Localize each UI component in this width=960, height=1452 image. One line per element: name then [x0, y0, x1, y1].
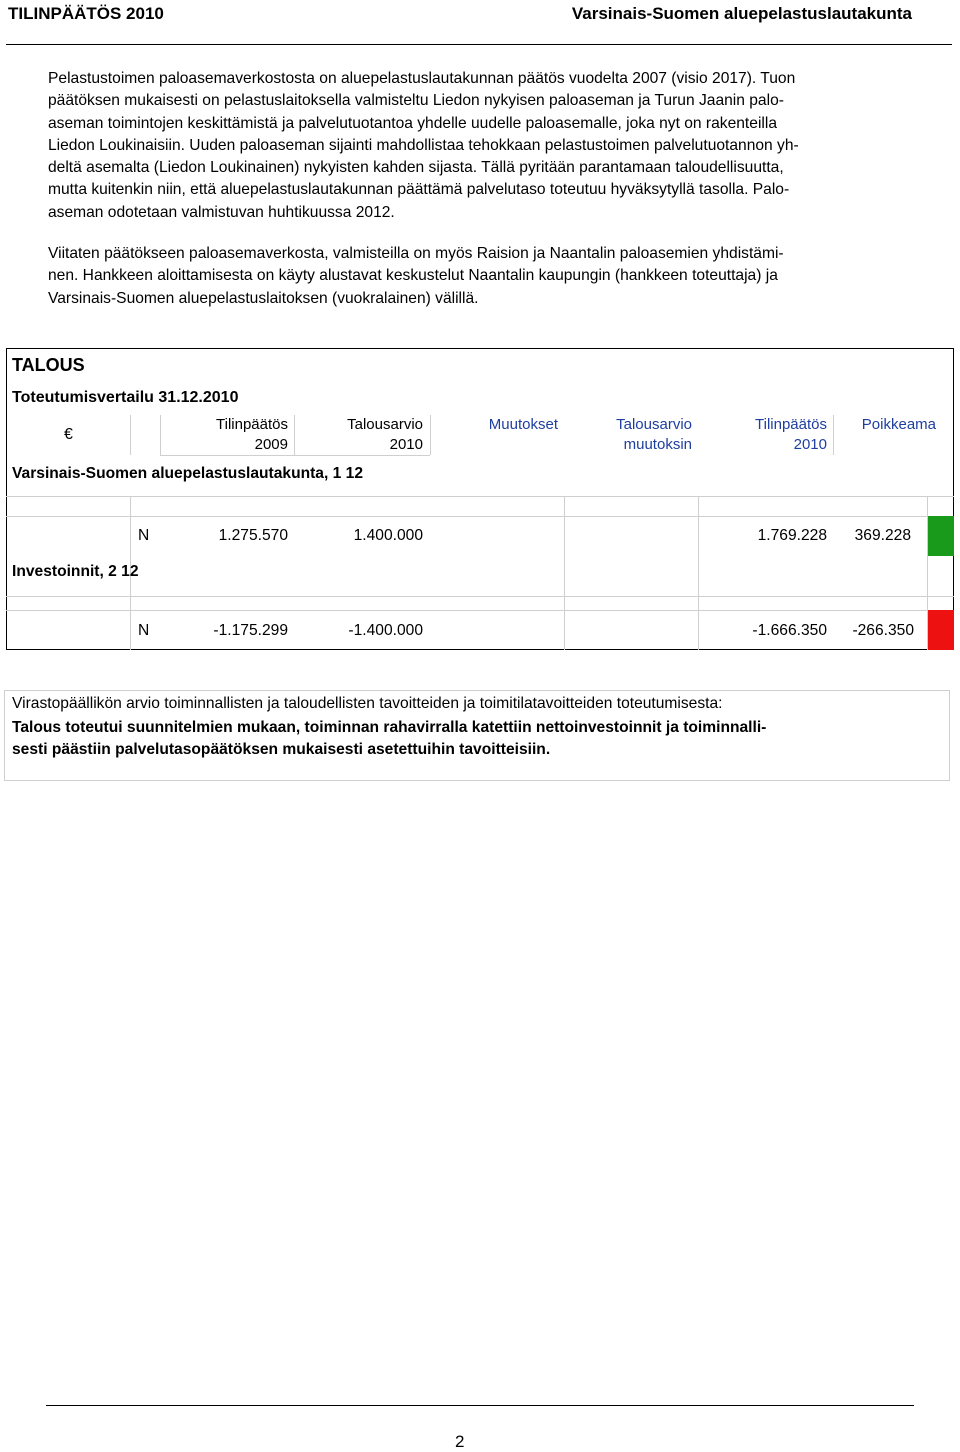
paragraph-line: deltä asemalta (Liedon Loukinainen) nykyisten kahden sijasta. Tällä pyritään parantamaan taloudellisuutta, [48, 159, 784, 177]
col-header-muutokset: Muutokset [488, 416, 558, 433]
paragraph-line: nen. Hankkeen aloittamisesta on käyty alustavat keskustelut Naantalin kaupungin (hankkeen toteuttaja) ja [48, 267, 778, 285]
paragraph-line: aseman toimintojen keskittämistä ja palvelutuotantoa yhdelle uudelle paloasemalle, joka nyt on rakenteilla [48, 114, 778, 132]
evaluation-text [12, 717, 916, 761]
grid-line [294, 415, 295, 455]
header-rule [6, 44, 952, 45]
grid-line [6, 516, 954, 517]
talous-subtitle: Toteutumisvertailu 31.12.2010 [12, 389, 239, 406]
cell-ta2010: -1.400.000 [348, 622, 423, 639]
evaluation-line: sesti päästiin palvelutasopäätöksen mukaisesti asetettuihin tavoitteisiin. [12, 741, 551, 758]
status-indicator-red [928, 610, 954, 650]
paragraph-line: mutta kuitenkin niin, että aluepelastuslautakunnan päättämä palvelutaso toteutuu hyväksytyllä tasolla. Palo- [48, 181, 790, 199]
status-indicator-green [928, 516, 954, 556]
grid-line [833, 415, 834, 455]
cell-poikkeama: -266.350 [852, 622, 914, 639]
evaluation-heading: Virastopäällikön arvio toiminnallisten ja taloudellisten tavoitteiden ja toimitilatavoitteiden toteutumisesta: [12, 695, 723, 712]
evaluation-line: Talous toteutui suunnitelmien mukaan, toiminnan rahavirralla katettiin nettoinvestoinnit ja toiminnalli- [12, 719, 767, 736]
paragraph-raisio-naantali [48, 243, 926, 310]
col-header-tp2009: Tilinpäätös 2009 [216, 416, 288, 453]
grid-line [564, 496, 565, 650]
footer-rule [46, 1405, 914, 1406]
col-header-ta2010: Talousarvio 2010 [347, 416, 423, 453]
grid-line [160, 455, 430, 456]
paragraph-fire-station-network [48, 68, 926, 224]
investments-label: Investoinnit, 2 12 [12, 563, 139, 580]
header-title: TILINPÄÄTÖS 2010 [8, 4, 164, 23]
col-header-poikkeama: Poikkeama [861, 416, 936, 433]
grid-line [6, 496, 954, 497]
grid-line [130, 415, 131, 455]
cell-tp2010: 1.769.228 [757, 527, 827, 544]
paragraph-line: Varsinais-Suomen aluepelastuslaitoksen (vuokralainen) välillä. [48, 289, 479, 307]
org-label: Varsinais-Suomen aluepelastuslautakunta, 1 12 [12, 465, 363, 482]
row-type: N [138, 622, 150, 639]
currency-symbol: € [64, 426, 73, 443]
col-header-tp2010: Tilinpäätös 2010 [755, 416, 827, 453]
grid-line [160, 415, 161, 455]
cell-tp2010: -1.666.350 [752, 622, 827, 639]
cell-ta2010: 1.400.000 [353, 527, 423, 544]
row-type: N [138, 527, 150, 544]
paragraph-line: Pelastustoimen paloasemaverkostosta on aluepelastuslautakunnan päätös vuodelta 2007 (visio 2017). Tuon [48, 70, 796, 87]
cell-tp2009: -1.175.299 [213, 622, 288, 639]
grid-line [6, 596, 954, 597]
paragraph-line: Liedon Loukinaisiin. Uuden paloaseman sijainti mahdollistaa tehokkaan pelastustoimen palvelutuotannon yh- [48, 136, 799, 154]
cell-poikkeama: 369.228 [854, 527, 911, 544]
col-header-ta-muutoksin: Talousarvio muutoksin [616, 416, 692, 453]
cell-tp2009: 1.275.570 [218, 527, 288, 544]
talous-title: TALOUS [12, 355, 85, 375]
grid-line [6, 610, 954, 611]
paragraph-line: aseman odotetaan valmistuvan huhtikuussa 2012. [48, 203, 395, 221]
grid-line [430, 415, 431, 455]
grid-line [698, 496, 699, 650]
paragraph-line: Viitaten päätökseen paloasemaverkosta, valmisteilla on myös Raision ja Naantalin paloasemien yhdistämi- [48, 245, 784, 262]
paragraph-line: päätöksen mukaisesti on pelastuslaitoksella valmisteltu Liedon nykyisen paloaseman ja Turun Jaanin palo- [48, 92, 784, 110]
page-number: 2 [455, 1432, 465, 1451]
header-organization: Varsinais-Suomen aluepelastuslautakunta [571, 4, 912, 23]
